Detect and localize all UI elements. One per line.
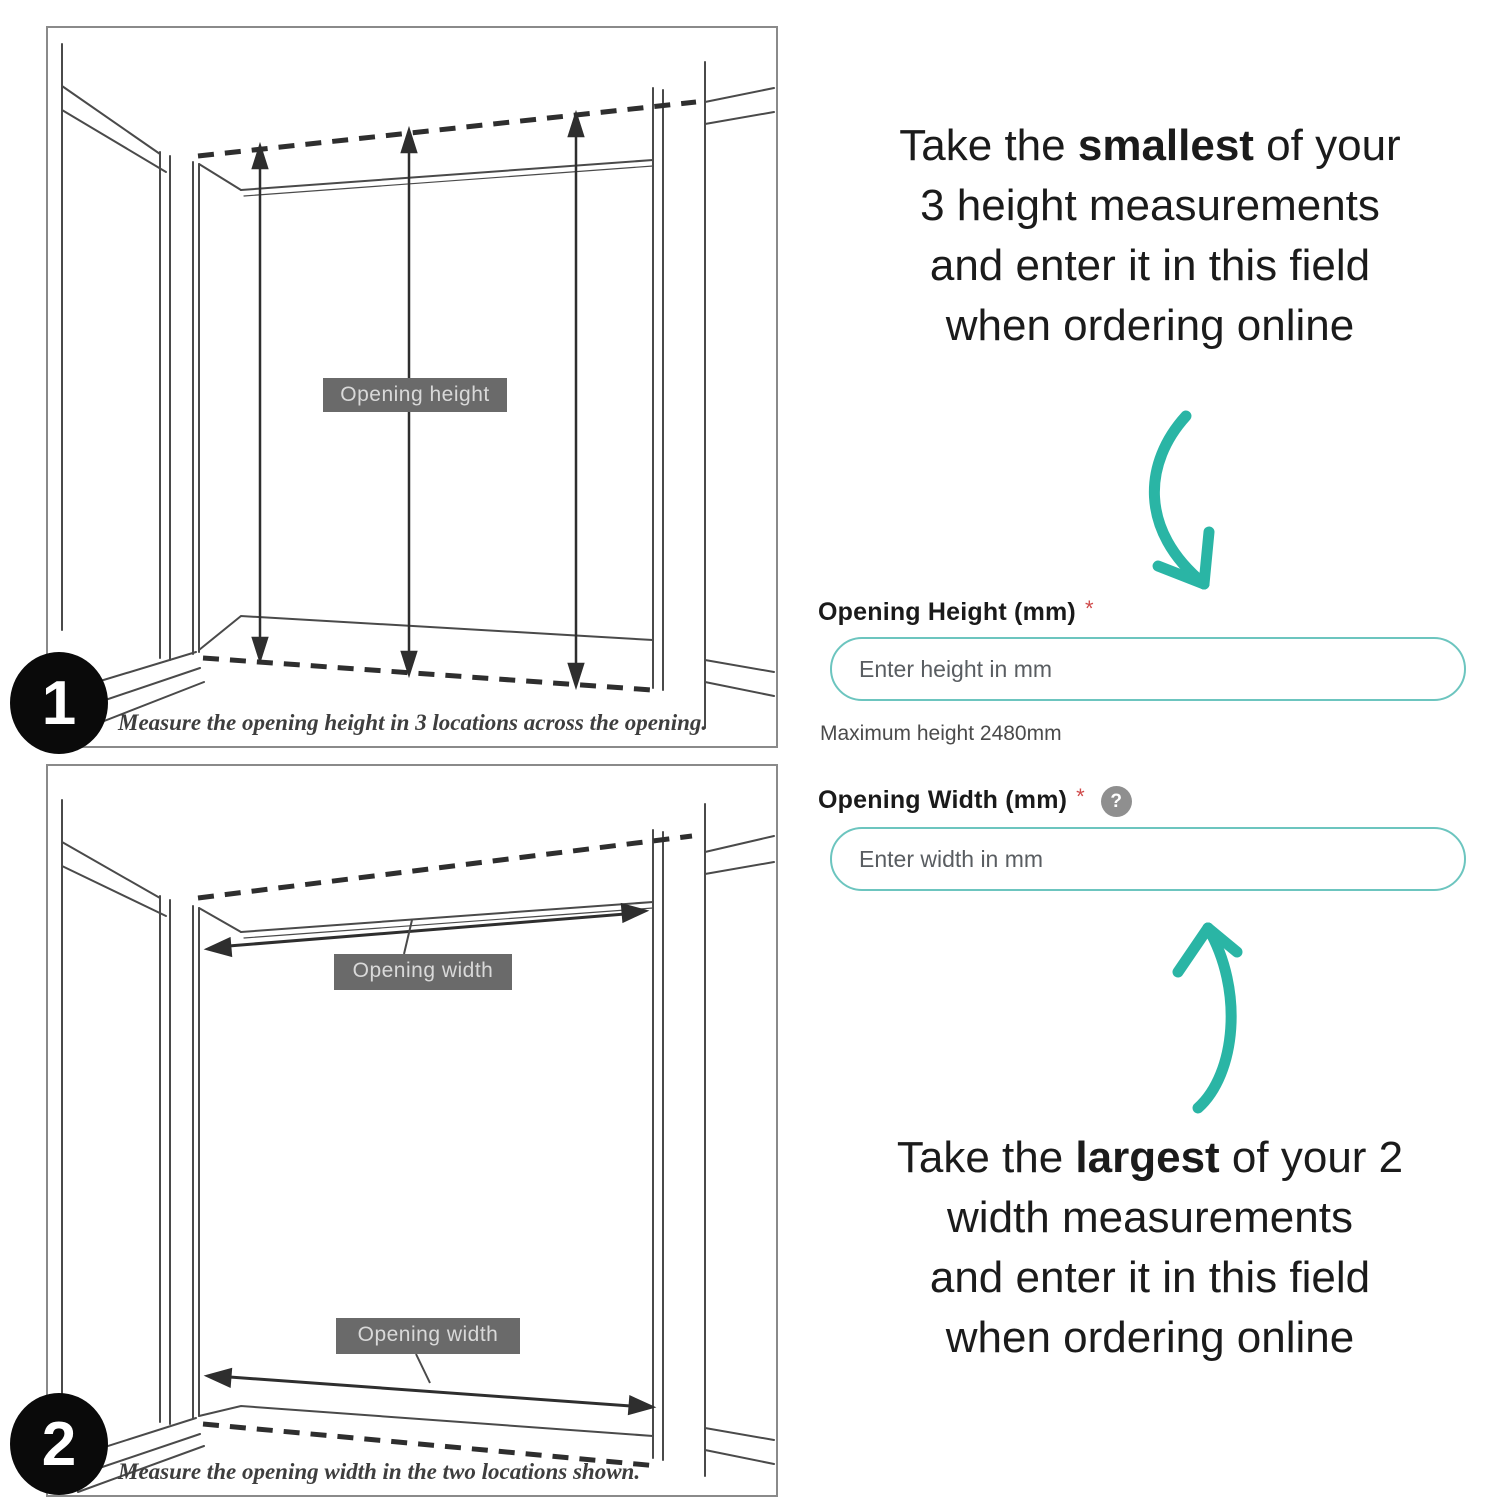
diagram2-caption: Measure the opening width in the two locations shown. bbox=[118, 1459, 641, 1484]
opening-height-input[interactable] bbox=[830, 637, 1466, 701]
opening-height-tag: Opening height bbox=[323, 378, 507, 412]
opening-height-diagram bbox=[46, 26, 778, 748]
max-height-helper-text: Maximum height 2480mm bbox=[820, 722, 1062, 745]
opening-width-tag-top: Opening width bbox=[334, 954, 512, 990]
curved-arrow-up-icon bbox=[1146, 916, 1266, 1116]
instruction-line: and enter it in this field bbox=[929, 1253, 1371, 1302]
width-instruction-text bbox=[818, 1128, 1482, 1368]
required-asterisk: * bbox=[1076, 784, 1085, 809]
room-linework bbox=[62, 800, 774, 1492]
instruction-line: 3 height measurements bbox=[920, 181, 1380, 230]
opening-height-field-label: Opening Height (mm) bbox=[818, 598, 1076, 626]
opening-width-drawing bbox=[48, 766, 776, 1495]
help-icon[interactable]: ? bbox=[1101, 786, 1132, 817]
step-1-badge: 1 bbox=[10, 652, 108, 754]
curved-arrow-down-icon bbox=[1088, 408, 1228, 608]
opening-width-diagram bbox=[46, 764, 778, 1497]
diagram1-caption: Measure the opening height in 3 locations across the opening. bbox=[118, 710, 708, 735]
opening-width-field-label: Opening Width (mm) bbox=[818, 786, 1068, 814]
required-asterisk: * bbox=[1084, 596, 1094, 621]
instruction-line: when ordering online bbox=[945, 1313, 1355, 1362]
instruction-line: Take the largest of your 2 bbox=[896, 1133, 1404, 1182]
opening-width-input[interactable] bbox=[830, 827, 1466, 891]
instruction-line: when ordering online bbox=[945, 301, 1355, 350]
instruction-line: and enter it in this field bbox=[929, 241, 1371, 290]
instruction-line: width measurements bbox=[947, 1193, 1353, 1242]
opening-height-label-row bbox=[818, 598, 1094, 627]
instruction-line: Take the smallest of your bbox=[899, 121, 1401, 170]
height-instruction-text bbox=[818, 116, 1482, 356]
opening-width-tag-bottom: Opening width bbox=[336, 1318, 520, 1354]
step-2-badge: 2 bbox=[10, 1393, 108, 1495]
opening-width-label-row bbox=[818, 786, 1132, 817]
